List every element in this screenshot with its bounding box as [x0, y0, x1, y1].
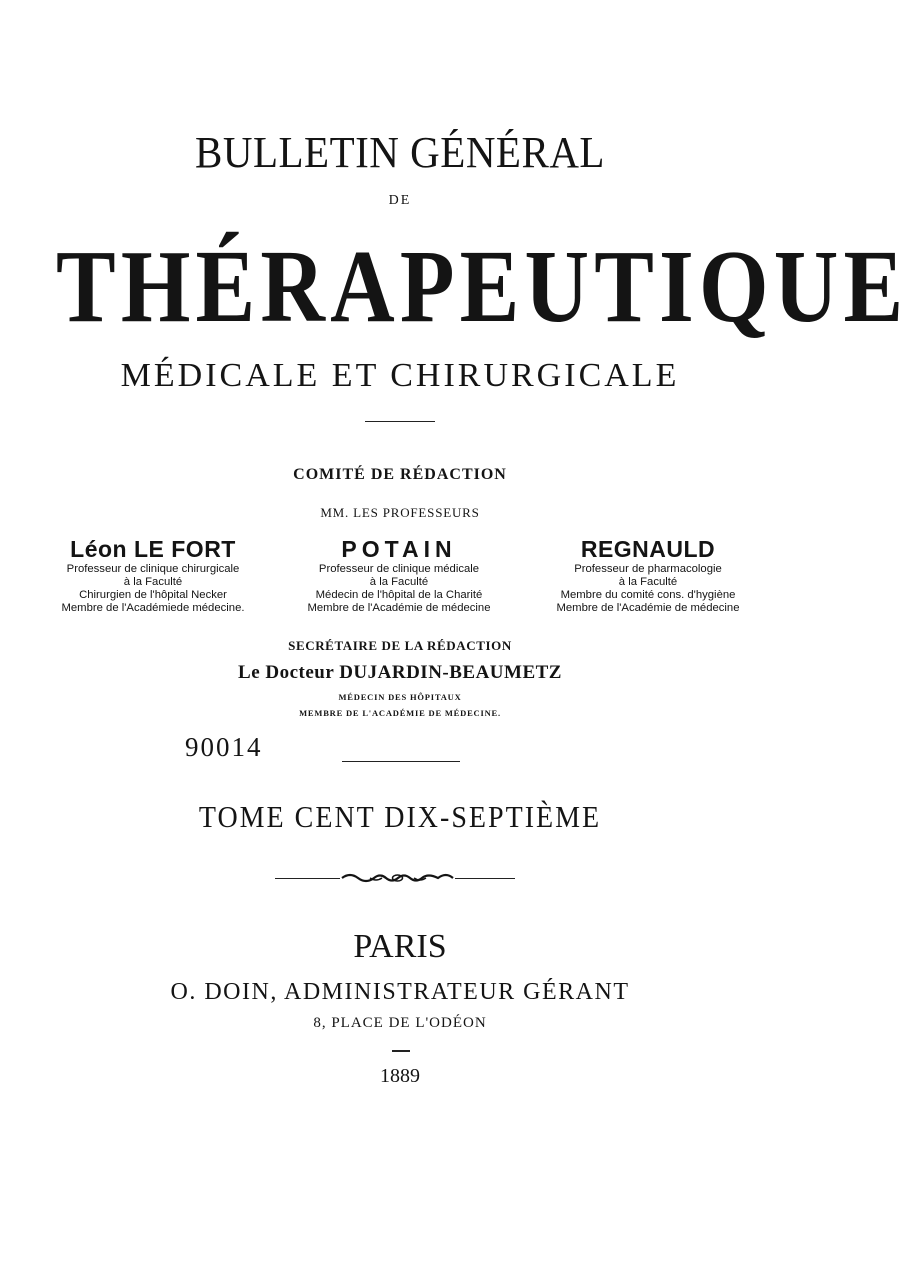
publication-year: 1889: [380, 1065, 420, 1087]
secretary-name: Le Docteur DUJARDIN-BEAUMETZ: [238, 662, 562, 683]
professor-title-line: Médecin de l'hôpital de la Charité: [315, 589, 483, 601]
shelf-number: 90014: [185, 732, 263, 762]
divider-rule: [392, 1050, 410, 1052]
subtitle-medicale-chirurgicale: MÉDICALE ET CHIRURGICALE: [120, 357, 680, 394]
committee-intro: MM. LES PROFESSEURS: [320, 505, 480, 520]
professor-title-line: Chirurgien de l'hôpital Necker: [79, 589, 227, 601]
professor-block-potain: [264, 535, 534, 615]
professor-title-line: Membre de l'Académiede médecine.: [61, 602, 245, 614]
professor-block-lefort: [18, 535, 288, 615]
ornament-rule-left: [275, 878, 340, 879]
committee-heading: COMITÉ DE RÉDACTION: [293, 466, 507, 483]
professor-title-line: à la Faculté: [369, 576, 429, 588]
secretary-title-2: MEMBRE DE L'ACADÉMIE DE MÉDECINE.: [299, 708, 501, 718]
ornament-flourish-icon: [340, 870, 455, 886]
professor-title-line: Professeur de pharmacologie: [574, 563, 722, 575]
secretary-title-1: MÉDECIN DES HÔPITAUX: [338, 692, 462, 702]
publisher-name: O. DOIN, ADMINISTRATEUR GÉRANT: [170, 979, 630, 1005]
publisher-address: 8, PLACE DE L'ODÉON: [313, 1015, 487, 1031]
professor-title-line: à la Faculté: [618, 576, 678, 588]
professor-title-line: à la Faculté: [123, 576, 183, 588]
divider-rule: [365, 421, 435, 422]
professor-name: POTAIN: [341, 536, 457, 562]
title-therapeutique: THÉRAPEUTIQUE: [56, 229, 908, 344]
professor-title-line: Membre du comité cons. d'hygiène: [560, 589, 736, 601]
divider-rule: [342, 761, 460, 762]
ornament-rule-right: [455, 878, 515, 879]
secretary-heading: SECRÉTAIRE DE LA RÉDACTION: [288, 638, 512, 653]
professor-name: REGNAULD: [580, 536, 716, 562]
professor-title-line: Professeur de clinique chirurgicale: [66, 563, 240, 575]
professor-title-line: Membre de l'Académie de médecine: [307, 602, 491, 614]
title-de: DE: [388, 193, 412, 208]
professor-title-line: Membre de l'Académie de médecine: [556, 602, 740, 614]
title-bulletin-general: BULLETIN GÉNÉRAL: [195, 127, 605, 177]
professor-title-line: Professeur de clinique médicale: [318, 563, 480, 575]
volume-title: TOME CENT DIX-SEPTIÈME: [198, 800, 602, 835]
professor-block-regnauld: [513, 535, 783, 615]
publisher-city: PARIS: [353, 928, 447, 965]
professor-name: Léon LE FORT: [70, 536, 236, 562]
